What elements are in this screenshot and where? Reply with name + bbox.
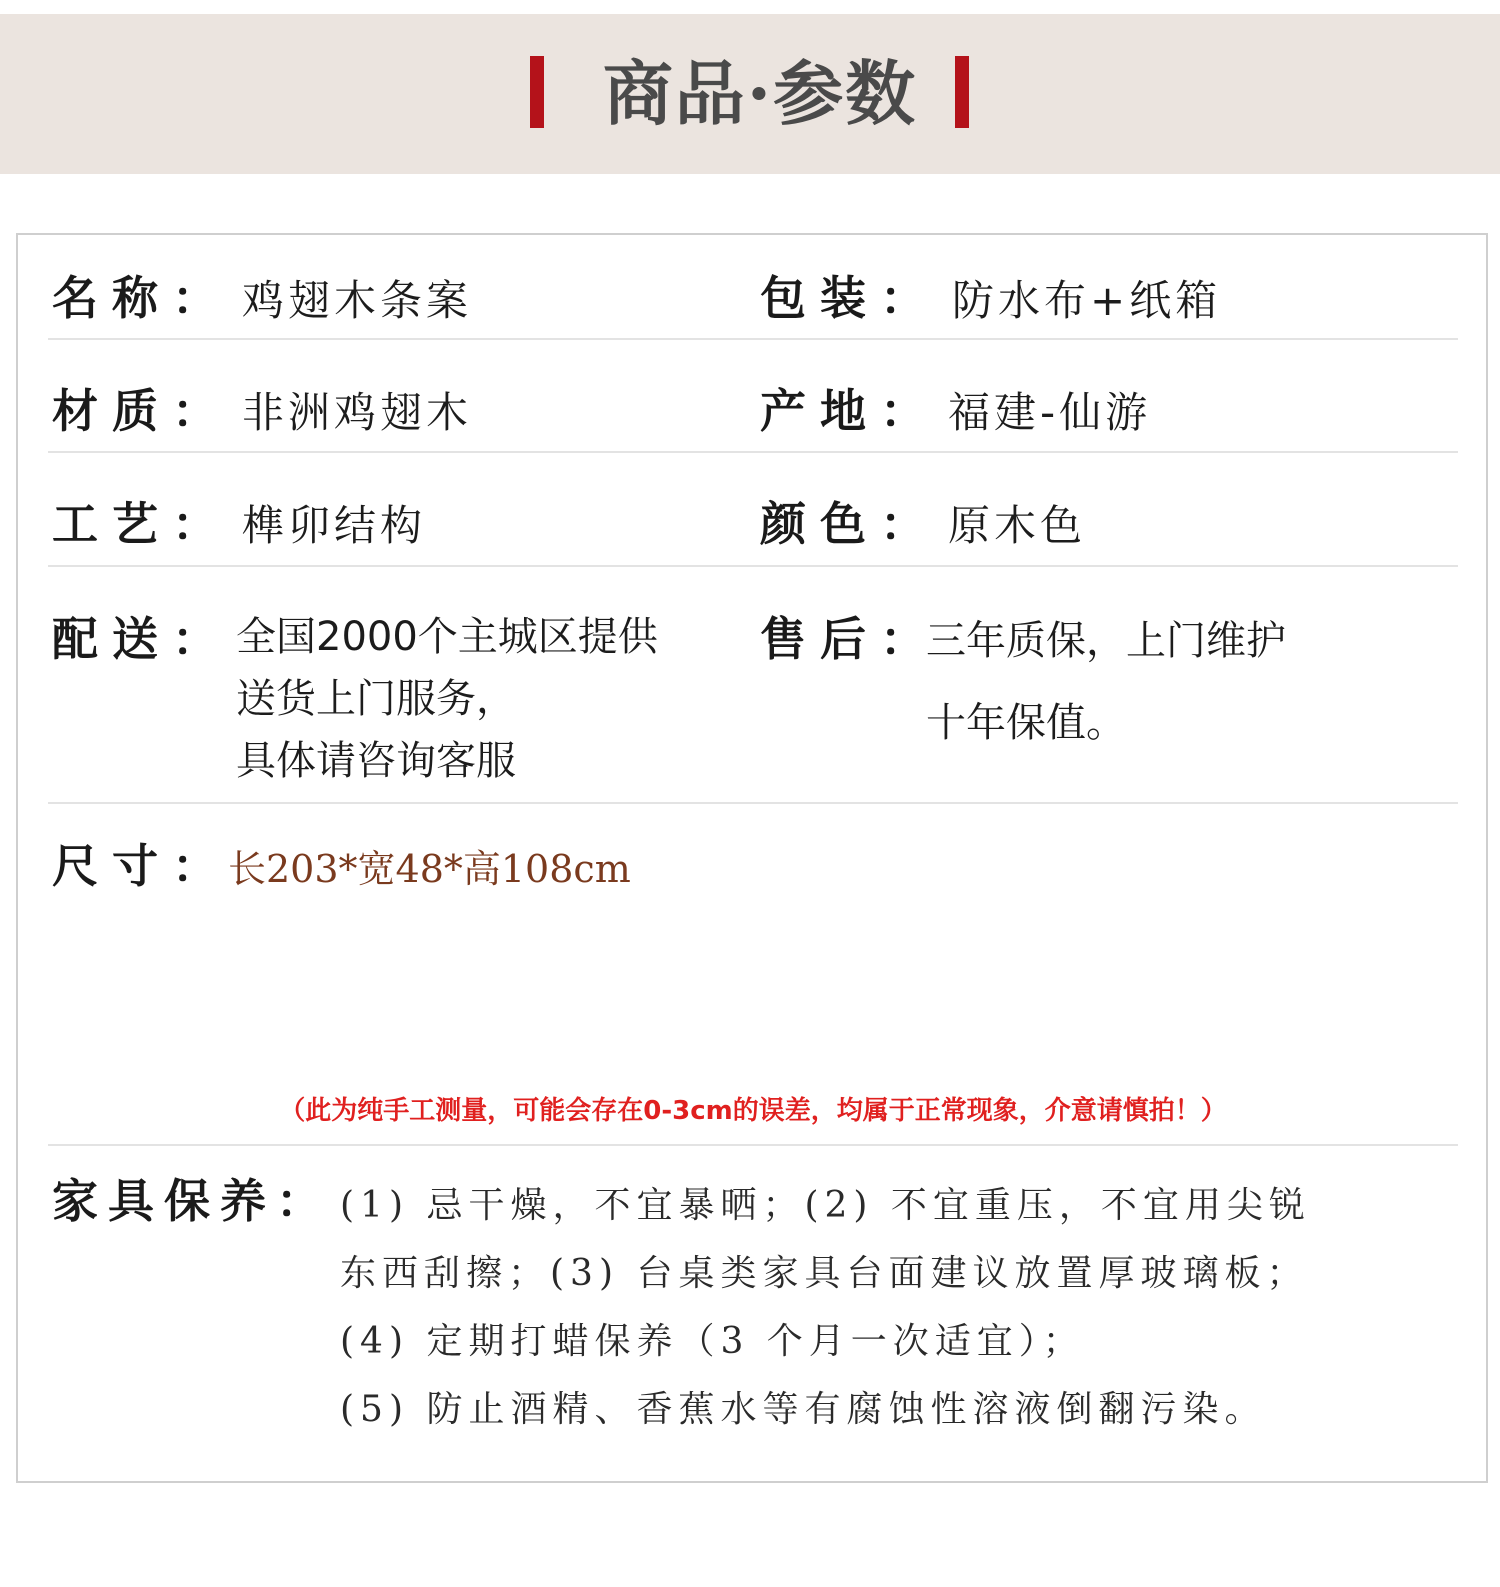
material-value: 非洲鸡翅木: [242, 388, 473, 437]
divider: [48, 565, 1458, 567]
material-label: 材质：: [52, 384, 232, 438]
size-label: 尺寸：: [52, 839, 232, 893]
divider: [48, 1144, 1458, 1146]
delivery-value: 全国2000个主城区提供 送货上门服务， 具体请咨询客服: [236, 614, 658, 784]
delivery-label: 配送：: [52, 612, 232, 666]
divider: [48, 451, 1458, 453]
name-value: 鸡翅木条案: [242, 276, 473, 325]
header-left-bar: [530, 56, 544, 128]
origin-value: 福建-仙游: [948, 388, 1152, 437]
divider: [48, 338, 1458, 340]
aftersale-label: 售后：: [760, 612, 940, 666]
package-value: 防水布+纸箱: [952, 276, 1222, 325]
color-value: 原木色: [948, 501, 1087, 550]
origin-label: 产地：: [760, 384, 940, 438]
header-banner: [0, 14, 1500, 174]
size-value: 长203*宽48*高108cm: [228, 847, 631, 891]
care-instructions: (1) 忌干燥，不宜暴晒；(2) 不宜重压，不宜用尖锐 东西刮擦；(3) 台桌类家具台面建议放置厚玻璃板； (4) 定期打蜡保养（3 个月一次适宜）； (5) 防止酒精、香蕉水等有腐蚀性溶液倒翻污染。: [340, 1185, 1311, 1430]
page-title: 商品·参数: [602, 52, 918, 135]
name-label: 名称：: [52, 271, 232, 325]
color-label: 颜色：: [760, 497, 940, 551]
care-label: 家具保养：: [52, 1174, 332, 1228]
header-right-bar: [955, 56, 969, 128]
package-label: 包装：: [760, 271, 940, 325]
craft-label: 工艺：: [52, 497, 232, 551]
divider: [48, 802, 1458, 804]
aftersale-value: 三年质保，上门维护 十年保值。: [926, 618, 1286, 746]
craft-value: 榫卯结构: [242, 501, 427, 550]
measurement-note: （此为纯手工测量，可能会存在0-3cm的误差，均属于正常现象，介意请慎拍！）: [279, 1096, 1227, 1126]
